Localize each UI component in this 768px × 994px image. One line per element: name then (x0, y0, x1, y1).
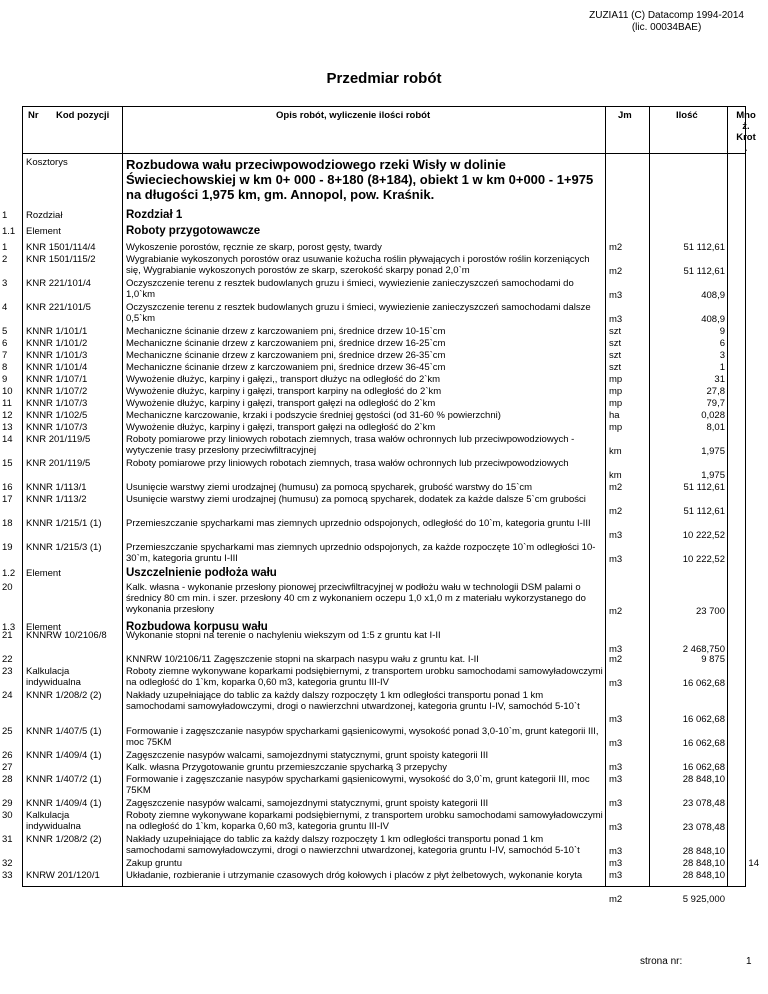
work-description: Zagęszczenie nasypów walcami, samojezdnymi statycznymi, grunt spoisty kategorii III (126, 798, 489, 809)
position-code: Rozdział (26, 210, 63, 221)
row-number: 33 (2, 870, 13, 881)
row-number: 15 (2, 458, 13, 469)
row-number: 1 (2, 210, 8, 221)
position-code: KNR 201/119/5 (26, 458, 91, 469)
unit: m3 (609, 870, 623, 881)
work-description: Zagęszczenie nasypów walcami, samojezdnymi statycznymi, grunt spoisty kategorii III (126, 750, 489, 761)
unit: szt (609, 326, 622, 337)
unit: m3 (609, 530, 623, 541)
unit: mp (609, 398, 623, 409)
row-number: 5 (2, 326, 8, 337)
quantity: 51 112,61 (683, 482, 725, 493)
row-number: 8 (2, 362, 8, 373)
quantity: 0,028 (701, 410, 725, 421)
column-header-mnoz-part: Mno (736, 110, 756, 121)
unit: m3 (609, 798, 623, 809)
position-code: KNNR 1/409/4 (1) (26, 798, 102, 809)
row-number: 6 (2, 338, 8, 349)
position-code: KNNRW 10/2106/8 (26, 630, 107, 641)
work-description: Rozdział 1 (126, 209, 183, 221)
position-code: KNR 221/101/5 (26, 302, 91, 313)
work-description: KNNRW 10/2106/11 Zagęszczenie stopni na skarpach nasypu wału z gruntu kat. I-II (126, 654, 479, 665)
position-code: KNNR 1/101/4 (26, 362, 88, 373)
position-code: KNNR 1/101/1 (26, 326, 88, 337)
work-description: Roboty ziemne wykonywane koparkami podsiębiernymi, z transportem urobku samochodami samowyładowczymi na odległość do 1`km, koparka 0,60 m3, kategoria gruntu III-IV (126, 810, 603, 832)
work-description: Uszczelnienie podłoża wału (126, 567, 277, 579)
unit: m2 (609, 506, 623, 517)
column-header-mnoz (732, 110, 760, 154)
column-header-mnoz-part: ż. (742, 121, 750, 132)
position-code: KNNR 1/107/1 (26, 374, 88, 385)
column-header-opis: Opis robót, wyliczenie ilości robót (276, 110, 431, 121)
quantity: 1 (719, 362, 725, 373)
row-number: 1.1 (2, 226, 16, 237)
position-code: KNNR 1/107/3 (26, 398, 88, 409)
quantity: 2 468,750 (682, 644, 725, 655)
quantity: 5 925,000 (682, 894, 725, 905)
unit: m2 (609, 482, 623, 493)
position-code: KNR 1501/115/2 (26, 254, 96, 265)
row-number: 24 (2, 690, 13, 701)
unit: m3 (609, 738, 623, 749)
quantity: 3 (719, 350, 725, 361)
work-description: Roboty ziemne wykonywane koparkami podsiębiernymi, z transportem urobku samochodami samowyładowczymi na odległość do 1`km, koparka 0,60 m3, kategoria gruntu III-IV (126, 666, 603, 688)
quantity: 9 875 (701, 654, 725, 665)
work-description: Mechaniczne ścinanie drzew z karczowaniem pni, średnice drzew 36-45`cm (126, 362, 446, 373)
quantity: 28 848,10 (682, 846, 725, 857)
page-number: 1 (746, 956, 752, 967)
position-code: KNNR 1/102/5 (26, 410, 88, 421)
work-description: Rozbudowa korpusu wału (126, 621, 268, 633)
unit: mp (609, 386, 623, 397)
row-number: 13 (2, 422, 13, 433)
unit: szt (609, 350, 622, 361)
work-description: Oczyszczenie terenu z resztek budowlanych gruzu i śmieci, wywiezienie zanieczyszczeń samochodami do 1,0`km (126, 278, 574, 300)
unit: szt (609, 362, 622, 373)
row-number: 27 (2, 762, 13, 773)
row-number: 3 (2, 278, 8, 289)
row-number: 10 (2, 386, 13, 397)
quantity: 23 700 (695, 606, 725, 617)
work-description: Usunięcie warstwy ziemi urodzajnej (humusu) za pomocą spycharek, dodatek za każde dalsze 5`cm grubości (126, 494, 586, 505)
position-code: KNNR 1/107/3 (26, 422, 88, 433)
work-description: Nakłady uzupełniające do tablic za każdy dalszy rozpoczęty 1 km odległości transportu ponad 1 km samochodami samowyładowczymi, drogi o nawierzchni utwardzonej, kategoria gruntu I-IV, samochód 5-10`t (126, 834, 580, 856)
work-description: Wywożenie dłużyc, karpiny i gałęzi, transport gałęzi na odległość do 2`km (126, 422, 436, 433)
unit: m3 (609, 822, 623, 833)
position-code: KNNR 1/407/2 (1) (26, 774, 102, 785)
unit: m3 (609, 644, 623, 655)
row-number: 14 (2, 434, 13, 445)
work-description: Wywożenie dłużyc, karpiny i gałęzi, transport karpiny na odległość do 2`km (126, 386, 442, 397)
position-code: KNR 1501/114/4 (26, 242, 96, 253)
row-number: 22 (2, 654, 13, 665)
row-number: 9 (2, 374, 8, 385)
position-code: Element (26, 622, 61, 633)
work-description: Wywożenie dłużyc, karpiny i gałęzi, transport gałęzi na odległość do 2`km (126, 398, 436, 409)
row-number: 25 (2, 726, 13, 737)
row-number: 28 (2, 774, 13, 785)
page-label: strona nr: (640, 956, 683, 967)
column-header-kod: Kod pozycji (56, 110, 110, 121)
row-number: 12 (2, 410, 13, 421)
column-header-nr: Nr (28, 110, 39, 121)
row-number: 31 (2, 834, 13, 845)
table-bottom-border (22, 886, 746, 887)
position-code: Kalkulacja indywidualna (26, 666, 81, 688)
work-description: Roboty przygotowawcze (126, 225, 261, 237)
quantity: 16 062,68 (682, 678, 725, 689)
unit: m3 (609, 846, 623, 857)
position-code: KNNR 1/101/2 (26, 338, 88, 349)
position-code: KNR 201/119/5 (26, 434, 91, 445)
position-code: Kosztorys (26, 157, 68, 168)
unit: m3 (609, 290, 623, 301)
unit: m2 (609, 242, 623, 253)
row-number: 32 (2, 858, 13, 869)
work-description: Mechaniczne ścinanie drzew z karczowaniem pni, średnice drzew 16-25`cm (126, 338, 446, 349)
unit: km (609, 470, 622, 481)
position-code: KNNR 1/409/4 (1) (26, 750, 102, 761)
unit: mp (609, 422, 623, 433)
unit: m3 (609, 762, 623, 773)
multiplier: 14 (748, 858, 759, 869)
row-number: 1.3 (2, 622, 16, 633)
work-description: Wywożenie dłużyc, karpiny i gałęzi,, transport dłużyc na odległość do 2`km (126, 374, 441, 385)
quantity: 28 848,10 (682, 774, 725, 785)
unit: mp (609, 374, 623, 385)
page-title: Przedmiar robót (326, 70, 442, 87)
row-number: 17 (2, 494, 13, 505)
row-number: 18 (2, 518, 13, 529)
quantity: 28 848,10 (682, 858, 725, 869)
unit: m3 (609, 858, 623, 869)
row-number: 21 (2, 630, 13, 641)
column-header-mnoz-part: . (744, 143, 748, 154)
quantity: 6 (719, 338, 725, 349)
work-description: Nakłady uzupełniające do tablic za każdy dalszy rozpoczęty 1 km odległości transportu ponad 1 km samochodami samowyładowczymi, drogi o nawierzchni utwardzonej, kategoria gruntu I-IV, samochód 5-10`t (126, 690, 580, 712)
column-header-jm: Jm (618, 110, 632, 121)
row-number: 4 (2, 302, 8, 313)
unit: m3 (609, 554, 623, 565)
position-code: KNNR 1/107/2 (26, 386, 88, 397)
position-code: KNNR 1/113/1 (26, 482, 87, 493)
work-description: Mechaniczne ścinanie drzew z karczowaniem pni, średnice drzew 26-35`cm (126, 350, 446, 361)
unit: m2 (609, 266, 623, 277)
quantity: 408,9 (701, 290, 725, 301)
quantity: 79,7 (706, 398, 725, 409)
work-description: Kalk. własna - wykonanie przesłony pionowej przeciwfiltracyjnej w podłożu wału w technologii DSM palami o średnicy 80 cm min. i szer. przesłony 40 cm z wykonaniem oczepu 1,0 x1,0 m z materiału wykorzystanego do wykonania przesłony (126, 582, 586, 615)
work-description: Przemieszczanie spycharkami mas ziemnych uprzednio odspojonych, odległość do 10`m, kategoria gruntu I-III (126, 518, 591, 529)
row-number: 7 (2, 350, 8, 361)
row-number: 2 (2, 254, 8, 265)
unit: ha (609, 410, 620, 421)
quantity: 408,9 (701, 314, 725, 325)
unit: m3 (609, 678, 623, 689)
work-description: Oczyszczenie terenu z resztek budowlanych gruzu i śmieci, wywiezienie zanieczyszczeń samochodami dalsze 0,5`km (126, 302, 591, 324)
unit: m3 (609, 714, 623, 725)
work-description: Usunięcie warstwy ziemi urodzajnej (humusu) za pomocą spycharek, grubość warstwy do 15`cm (126, 482, 533, 493)
unit: m3 (609, 314, 623, 325)
row-number: 1 (2, 242, 8, 253)
unit: szt (609, 338, 622, 349)
work-description: Roboty pomiarowe przy liniowych robotach ziemnych, trasa wałów ochronnych lub przeciwpowodziowych (126, 458, 569, 469)
unit: km (609, 446, 622, 457)
work-description: Formowanie i zagęszczanie nasypów spycharkami gąsienicowymi, wysokość do 3,0`m, grunt kategorii III, moc 75KM (126, 774, 590, 796)
work-description: Mechaniczne ścinanie drzew z karczowaniem pni, średnice drzew 10-15`cm (126, 326, 446, 337)
position-code: KNNR 1/208/2 (2) (26, 834, 102, 845)
work-description: Formowanie i zagęszczanie nasypów spycharkami gąsienicowymi, wysokość ponad 3,0-10`m, grunt kategorii III, moc 75KM (126, 726, 599, 748)
unit: m2 (609, 894, 623, 905)
table-right-border (745, 106, 746, 886)
position-code: KNRW 201/120/1 (26, 870, 100, 881)
quantity: 23 078,48 (682, 822, 725, 833)
position-code: Element (26, 226, 61, 237)
position-code: KNNR 1/113/2 (26, 494, 87, 505)
quantity: 51 112,61 (683, 506, 725, 517)
column-header-mnoz-part: Krot (736, 132, 756, 143)
quantity: 27,8 (706, 386, 725, 397)
position-code: KNNR 1/215/3 (1) (26, 542, 102, 553)
quantity: 16 062,68 (682, 738, 725, 749)
column-divider (649, 106, 650, 886)
quantity: 23 078,48 (682, 798, 725, 809)
work-description: Wygrabianie wykoszonych porostów oraz usuwanie kożucha roślin pływających i porostów roślin korzeniących się, Wygrabianie wykoszonych porostów ze skarp, szerokość skarpy ponad 2,0`m (126, 254, 590, 276)
work-description: Kalk. własna Przygotowanie gruntu przemieszczanie spycharką 3 przepychy (126, 762, 448, 773)
row-number: 16 (2, 482, 13, 493)
unit: m3 (609, 774, 623, 785)
position-code: Element (26, 568, 61, 579)
license-number: (lic. 00034BAE) (631, 22, 702, 33)
work-description: Wykoszenie porostów, ręcznie ze skarp, porost gęsty, twardy (126, 242, 382, 253)
unit: m2 (609, 654, 623, 665)
quantity: 51 112,61 (683, 266, 725, 277)
work-description: Układanie, rozbieranie i utrzymanie czasowych dróg kołowych i placów z płyt żelbetowych, wykonanie koryta (126, 870, 583, 881)
position-code: KNNR 1/215/1 (1) (26, 518, 102, 529)
row-number: 23 (2, 666, 13, 677)
quantity: 31 (714, 374, 725, 385)
row-number: 29 (2, 798, 13, 809)
column-divider (122, 106, 123, 886)
quantity: 1,975 (701, 446, 725, 457)
column-divider (727, 106, 728, 886)
quantity: 16 062,68 (682, 762, 725, 773)
position-code: Kalkulacja indywidualna (26, 810, 81, 832)
position-code: KNNR 1/101/3 (26, 350, 88, 361)
position-code: KNR 221/101/4 (26, 278, 91, 289)
quantity: 16 062,68 (682, 714, 725, 725)
quantity: 9 (719, 326, 725, 337)
position-code: KNNR 1/407/5 (1) (26, 726, 102, 737)
quantity: 10 222,52 (682, 530, 725, 541)
license-header (589, 10, 744, 34)
row-number: 11 (2, 398, 12, 409)
quantity: 8,01 (706, 422, 725, 433)
table-top-border (22, 106, 746, 107)
position-code: KNNR 1/208/2 (2) (26, 690, 102, 701)
quantity: 51 112,61 (683, 242, 725, 253)
work-description: Zakup gruntu (126, 858, 182, 869)
work-description: Rozbudowa wału przeciwpowodziowego rzeki Wisły w dolinie Świeciechowskiej w km 0+ 000 - 8+180 (8+184), obiekt 1 w km 0+000 - 1+975 na długości 1,975 km, gm. Annopol, pow. Kraśnik. (126, 157, 594, 202)
unit: m2 (609, 606, 623, 617)
row-number: 19 (2, 542, 13, 553)
work-description: Przemieszczanie spycharkami mas ziemnych uprzednio odspojonych, za każde rozpoczęte 10`m odległości 10-30`m, kategoria gruntu I-III (126, 542, 596, 564)
column-header-ilosc: Ilość (676, 110, 698, 121)
row-number: 30 (2, 810, 13, 821)
table-header-separator (22, 153, 746, 154)
row-number: 26 (2, 750, 13, 761)
work-description: Mechaniczne karczowanie, krzaki i podszycie średniej gęstości (od 31-60 % powierzchni) (126, 410, 501, 421)
row-number: 20 (2, 582, 13, 593)
work-description: Roboty pomiarowe przy liniowych robotach ziemnych, trasa wałów ochronnych lub przeciwpowodziowych - wytyczenie trasy przesłony przeciwfiltracyjnej (126, 434, 575, 456)
quantity: 10 222,52 (682, 554, 725, 565)
quantity: 1,975 (701, 470, 725, 481)
row-number: 1.2 (2, 568, 16, 579)
column-divider (605, 106, 606, 886)
software-name: ZUZIA11 (C) Datacomp 1994-2014 (589, 10, 744, 21)
quantity: 28 848,10 (682, 870, 725, 881)
work-description: Wykonanie stopni na terenie o nachyleniu wiekszym od 1:5 z gruntu kat I-II (126, 630, 441, 641)
